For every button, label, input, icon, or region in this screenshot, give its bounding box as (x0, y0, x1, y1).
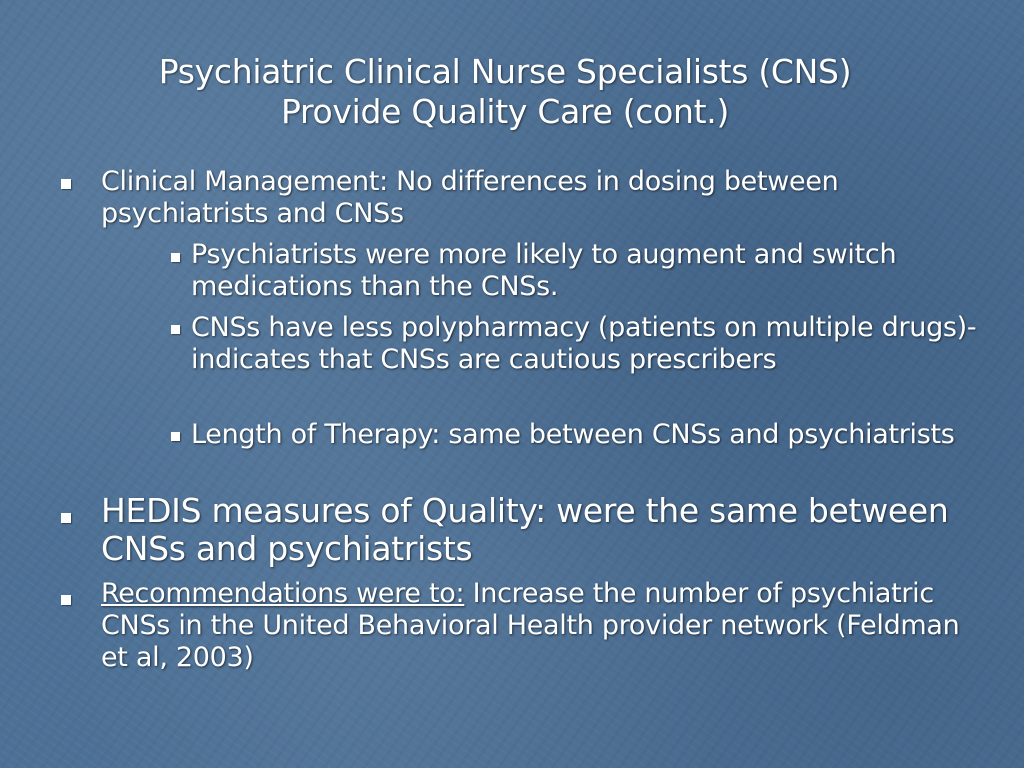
square-bullet-icon (61, 595, 71, 605)
square-bullet-icon (171, 432, 180, 441)
square-bullet-icon (61, 513, 71, 523)
square-bullet-icon (171, 253, 180, 262)
sub-bullet-augment-switch: Psychiatrists were more likely to augment and switch medications than the CNSs. (191, 239, 897, 302)
sub-bullet-length-of-therapy: Length of Therapy: same between CNSs and psychiatrists (191, 419, 955, 450)
title-line-1: Psychiatric Clinical Nurse Specialists (CNS) (158, 52, 852, 91)
bullet-hedis-measures: HEDIS measures of Quality: were the same between CNSs and psychiatrists (101, 491, 949, 568)
bullet-recommendations (101, 578, 981, 674)
square-bullet-icon (171, 325, 180, 334)
bullet-clinical-management: Clinical Management: No differences in dosing between psychiatrists and CNSs (101, 166, 839, 229)
square-bullet-icon (61, 179, 71, 189)
slide-title (80, 52, 930, 132)
title-line-2: Provide Quality Care (cont.) (280, 92, 730, 131)
sub-bullet-polypharmacy: CNSs have less polypharmacy (patients on multiple drugs)- indicates that CNSs are cautious prescribers (191, 312, 977, 375)
recommendations-label: Recommendations were to: (101, 578, 465, 609)
recommendations-text: Increase the number of psychiatric CNSs in the United Behavioral Health provider network (Feldman et al, 2003) (101, 578, 960, 673)
